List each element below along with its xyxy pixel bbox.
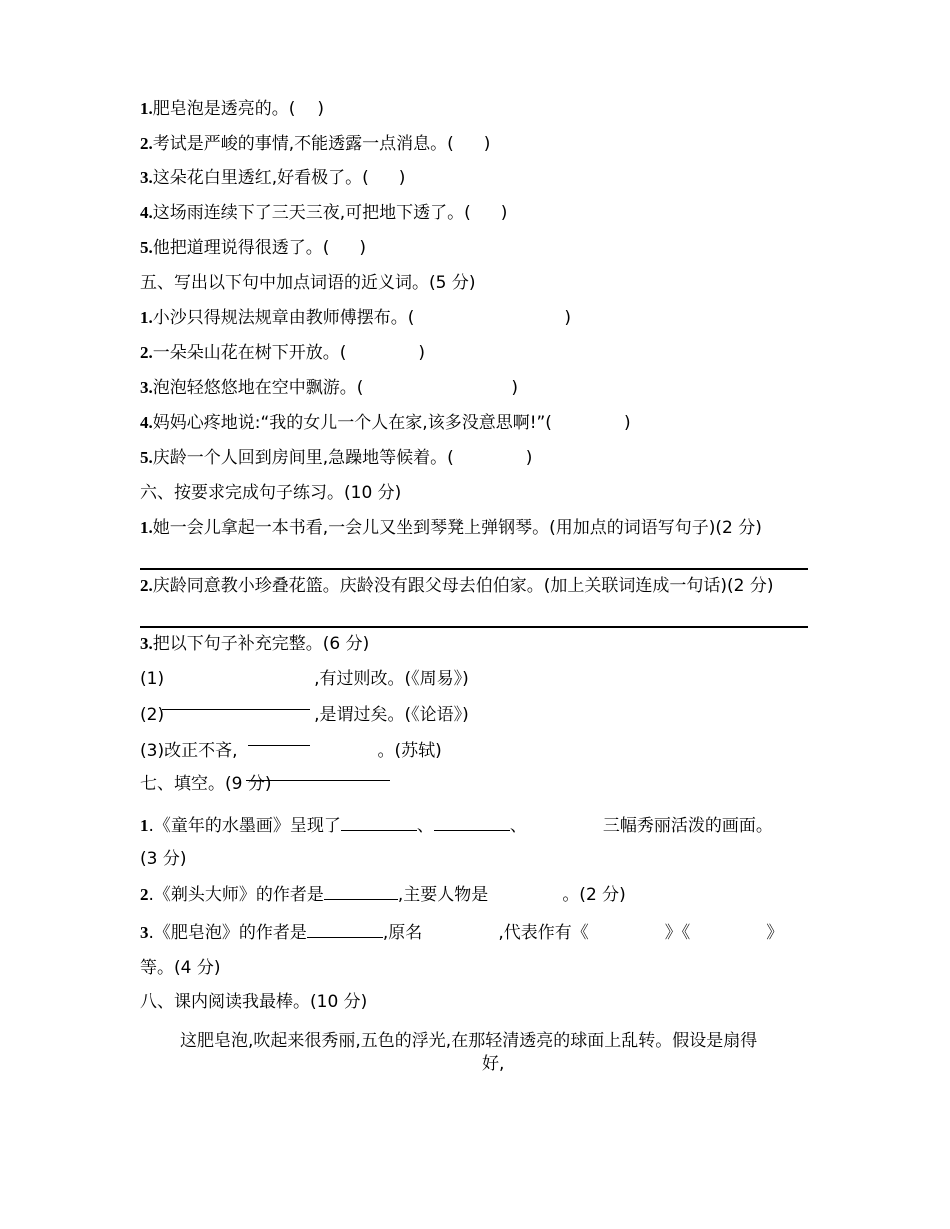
s5-item-1: 1.小沙只得规法规章由教师傅摆布。( ) [140,308,572,328]
reading-passage-line-1: 这肥皂泡,吹起来很秀丽,五色的浮光,在那轻清透亮的球面上乱转。假设是扇得 [180,1031,758,1051]
s6-sub-3-blank-b [246,780,390,781]
s6-sub-2: (2) ,是谓过矣。(《论语》) [140,705,469,725]
q4-item-2: 2.考试是严峻的事情,不能透露一点消息。( ) [140,134,491,154]
s6-sub-3: (3)改正不吝, 。(苏轼) [140,741,442,761]
q4-item-3: 3.这朵花白里透红,好看极了。( ) [140,168,406,188]
s6-q2-answer-line [140,626,808,628]
section-6-heading: 六、按要求完成句子练习。(10 分) [140,483,402,503]
q4-item-5: 5.他把道理说得很透了。( ) [140,238,367,258]
s6-q1-answer-line [140,568,808,570]
s6-q3: 3.把以下句子补充完整。(6 分) [140,634,370,654]
section-8-heading: 八、课内阅读我最棒。(10 分) [140,992,368,1012]
q4-item-1: 1.肥皂泡是透亮的。( ) [140,99,325,119]
s6-sub-1: (1) ,有过则改。(《周易》) [140,669,469,689]
s7-q2: 2.《剃头大师》的作者是 ,主要人物是 。(2 分) [140,885,626,905]
s7-q1: 1.《童年的水墨画》呈现了 、 、 三幅秀丽活泼的画面。 [140,816,773,836]
s6-sub-3-blank-a [248,745,310,746]
s6-q2: 2.庆龄同意教小珍叠花篮。庆龄没有跟父母去伯伯家。(加上关联词连成一句话)(2 分) [140,576,774,596]
s5-item-3: 3.泡泡轻悠悠地在空中飘游。( ) [140,378,519,398]
s5-item-4: 4.妈妈心疼地说:“我的女儿一个人在家,该多没意思啊!”( ) [140,413,631,433]
reading-passage-line-2: 好, [482,1054,505,1074]
s6-sub-2-blank [162,709,310,710]
q4-item-4: 4.这场雨连续下了三天三夜,可把地下透了。( ) [140,203,508,223]
section-5-heading: 五、写出以下句中加点词语的近义词。(5 分) [140,273,476,293]
s5-item-2: 2.一朵朵山花在树下开放。( ) [140,343,426,363]
s5-item-5: 5.庆龄一个人回到房间里,急躁地等候着。( ) [140,448,533,468]
s7-q1-cont: (3 分) [140,849,187,869]
s6-q1: 1.她一会儿拿起一本书看,一会儿又坐到琴凳上弹钢琴。(用加点的词语写句子)(2 分) [140,518,762,538]
s7-q3-cont: 等。(4 分) [140,958,221,978]
section-7-heading: 七、填空。(9 分) [140,774,272,794]
s7-q3: 3.《肥皂泡》的作者是 ,原名 ,代表作有《 》《 》 [140,923,784,943]
